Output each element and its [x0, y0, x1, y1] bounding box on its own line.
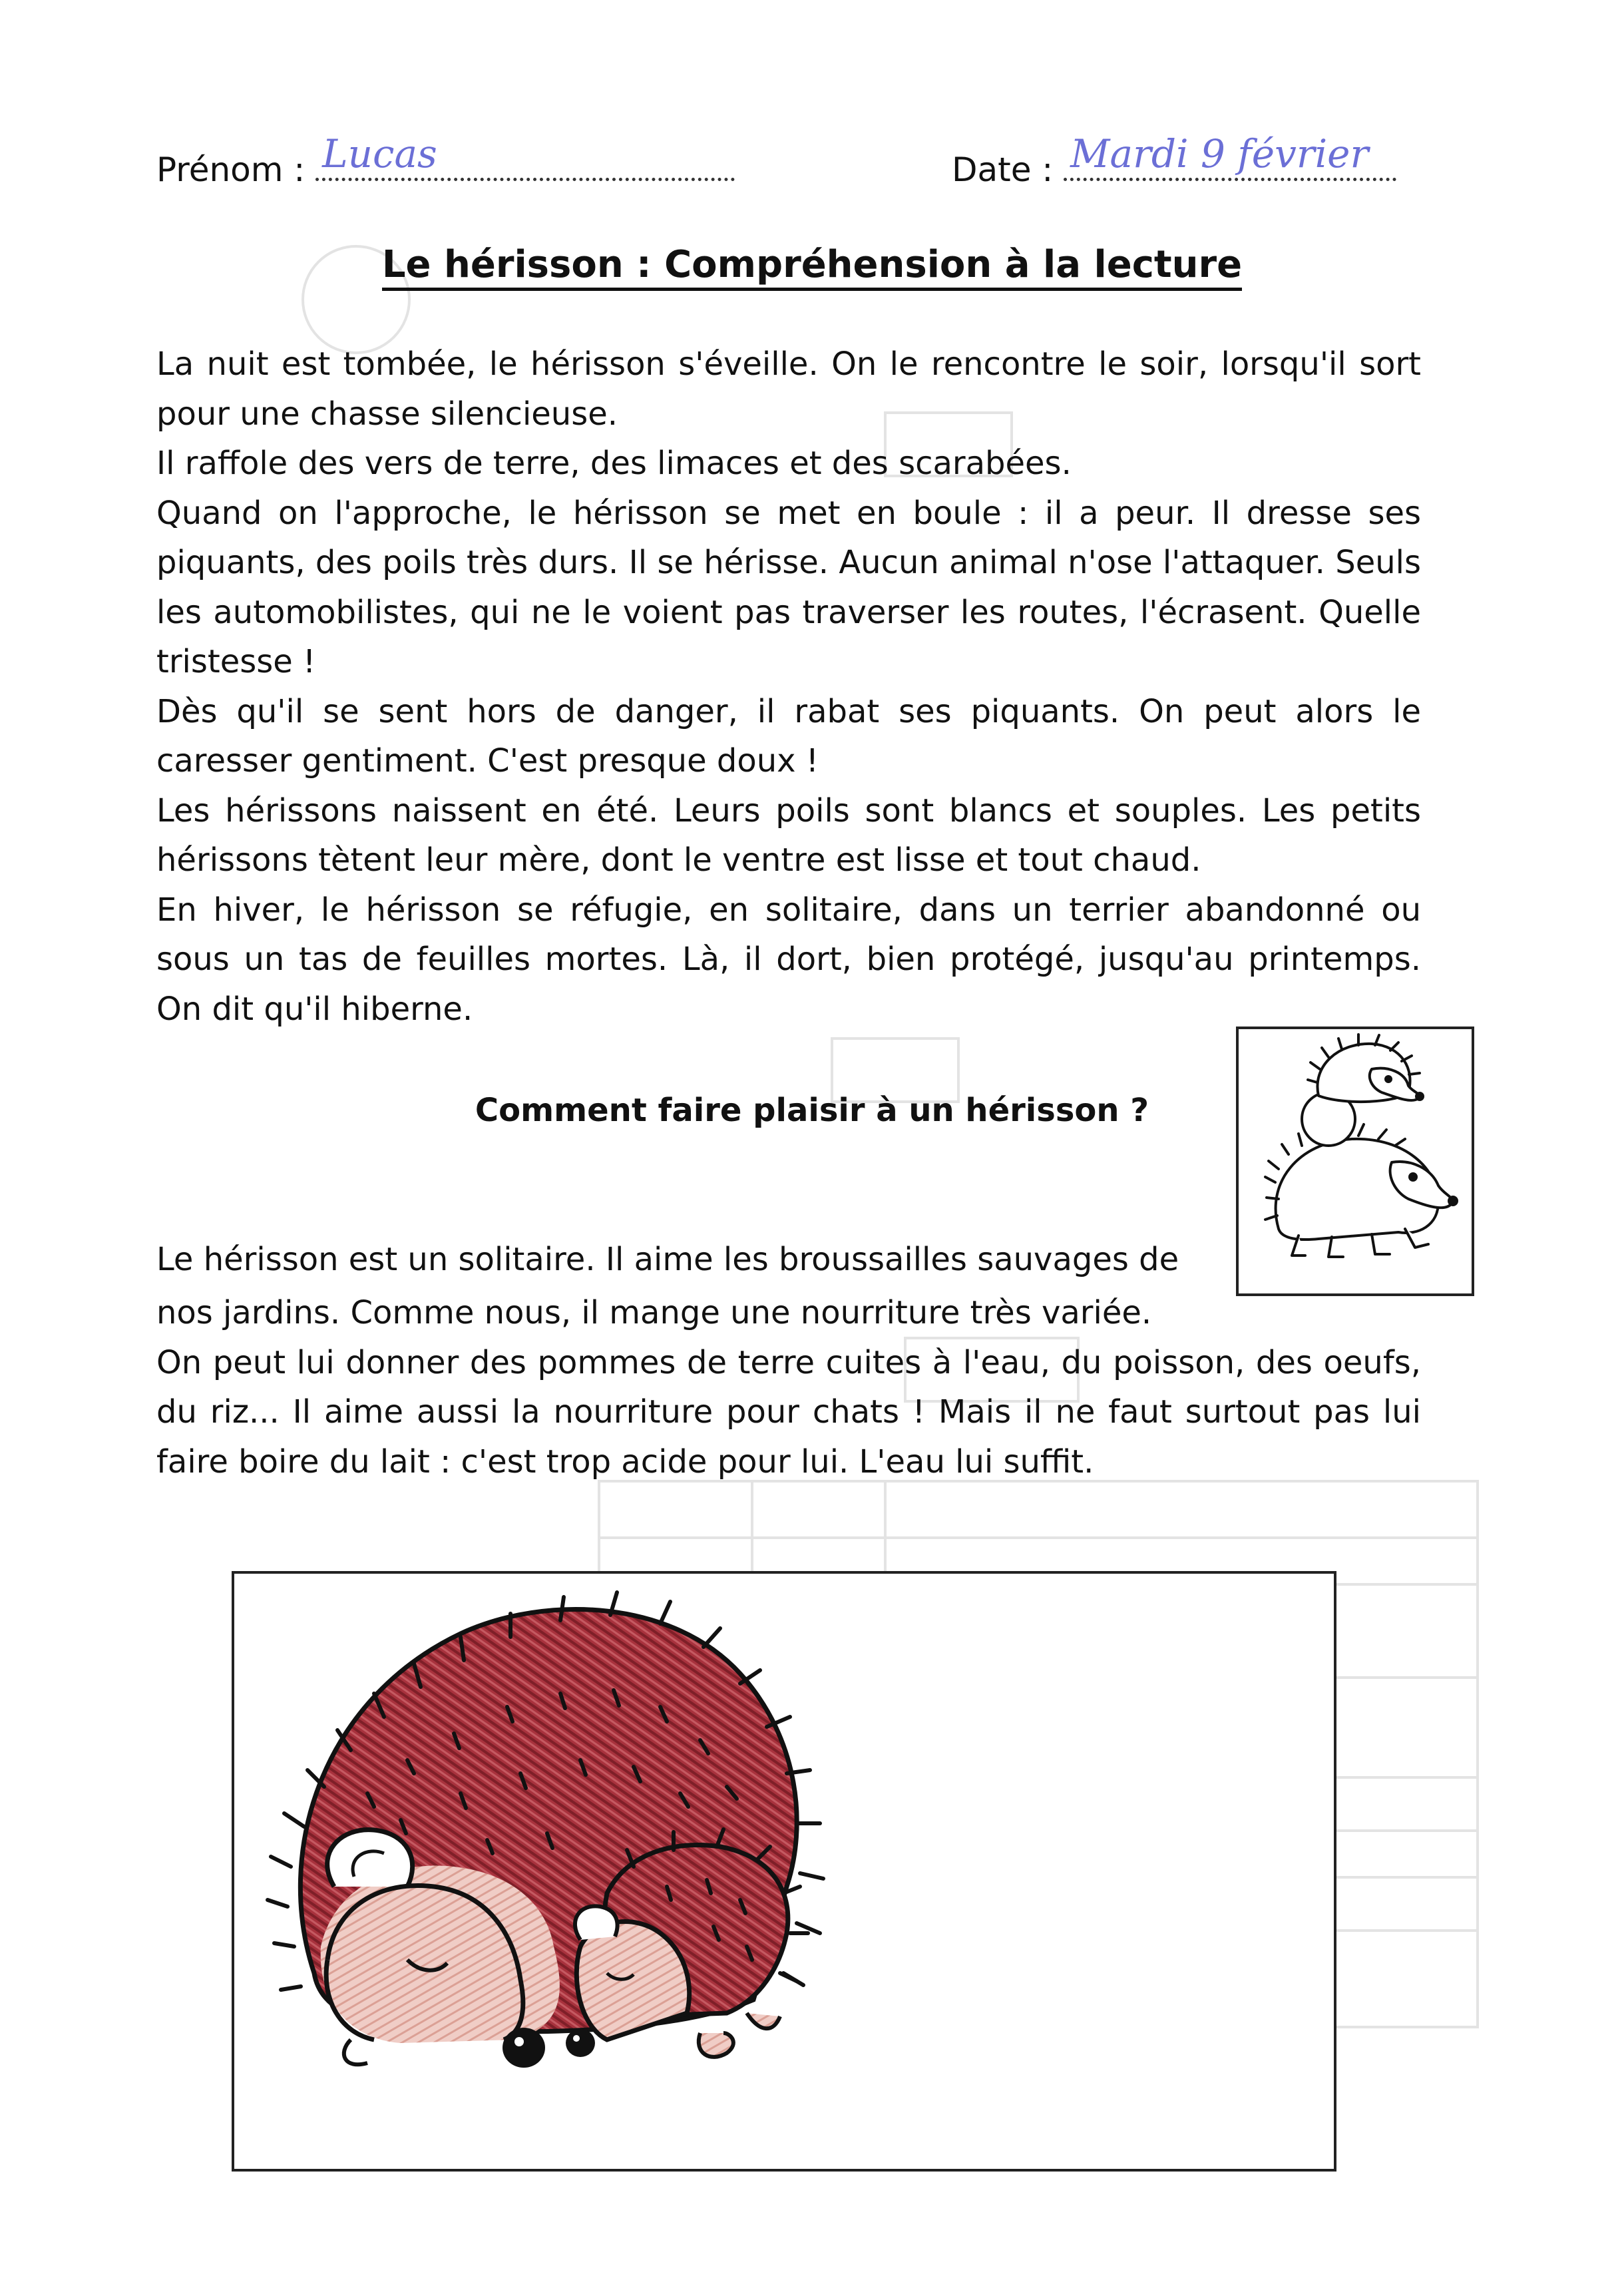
- date-line[interactable]: [1064, 131, 1396, 181]
- section-subtitle: Comment faire plaisir à un hérisson ?: [475, 1092, 1149, 1129]
- paragraph: On peut lui donner des pommes de terre cuites à l'eau, du poisson, des oeufs, du riz... Il aime aussi la nourriture pour chats ! Mais il ne faut surtout pas lui faire boire du lait : c'est trop acide pour lui. L'eau lui suffit.: [156, 1343, 1421, 1481]
- date-label: Date :: [952, 150, 1054, 189]
- paragraph: En hiver, le hérisson se réfugie, en solitaire, dans un terrier abandonné ou sous un tas de feuilles mortes. Là, il dort, bien protégé, jusqu'au printemps. On dit qu'il hiberne.: [156, 891, 1421, 1028]
- drawing-box: [232, 1571, 1336, 2172]
- prenom-field[interactable]: [156, 131, 735, 189]
- date-handwritten: Mardi 9 février: [1070, 131, 1369, 176]
- date-field[interactable]: [952, 131, 1396, 189]
- reading-text-part-1: [156, 340, 1421, 1034]
- paragraph: Dès qu'il se sent hors de danger, il rabat ses piquants. On peut alors le caresser gentiment. C'est presque doux !: [156, 692, 1421, 780]
- paragraph: Les hérissons naissent en été. Leurs poils sont blancs et souples. Les petits hérissons tètent leur mère, dont le ventre est lisse et tout chaud.: [156, 792, 1421, 879]
- reading-text-part-2: [156, 1288, 1421, 1487]
- paragraph: Le hérisson est un solitaire. Il aime les broussailles sauvages de: [156, 1241, 1179, 1278]
- paragraph: nos jardins. Comme nous, il mange une nourriture très variée.: [156, 1294, 1152, 1331]
- page-title: [0, 243, 1624, 286]
- hedgehog-stack-icon: [1239, 1029, 1472, 1293]
- prenom-handwritten: Lucas: [322, 131, 437, 176]
- small-illustration-box: [1236, 1027, 1474, 1296]
- paragraph: Il raffole des vers de terre, des limaces et des scarabées.: [156, 445, 1072, 482]
- side-text-line: [156, 1235, 1221, 1285]
- page-title-text: Le hérisson : Compréhension à la lecture: [382, 243, 1242, 291]
- paragraph: La nuit est tombée, le hérisson s'éveille. On le rencontre le soir, lorsqu'il sort pour une chasse silencieuse.: [156, 345, 1421, 433]
- header-row: [156, 131, 1471, 196]
- paragraph: Quand on l'approche, le hérisson se met en boule : il a peur. Il dresse ses piquants, des poils très durs. Il se hérisse. Aucun animal n'ose l'attaquer. Seuls les automobilistes, qui ne le voient pas traverser les routes, l'écrasent. Quelle tristesse !: [156, 494, 1421, 680]
- prenom-label: Prénom :: [156, 150, 305, 189]
- hedgehog-drawing-icon: [234, 1574, 1334, 2169]
- prenom-line[interactable]: [315, 131, 735, 181]
